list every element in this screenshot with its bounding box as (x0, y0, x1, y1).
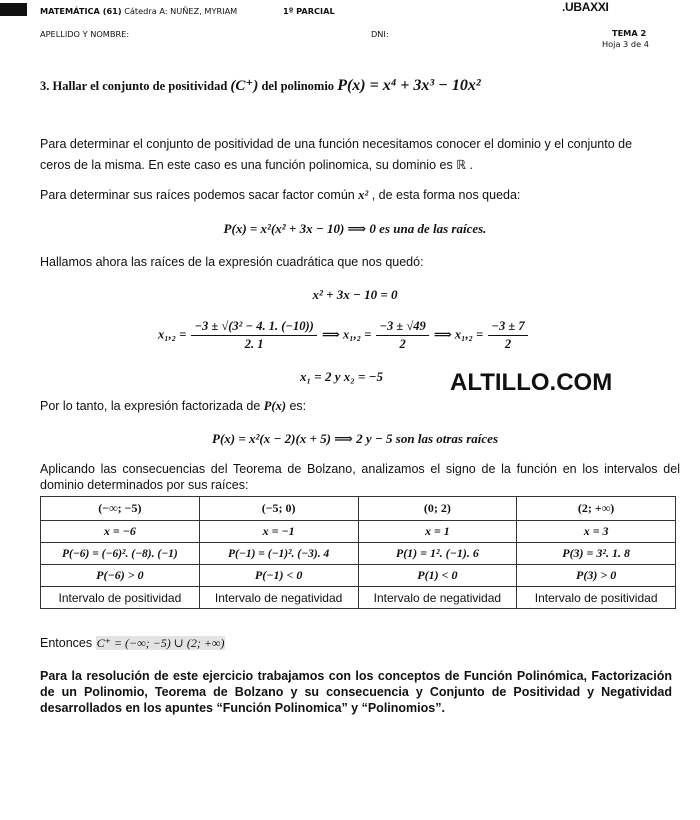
paragraph-common-factor: Para determinar sus raíces podemos sacar factor común x² , de esta forma nos queda: (40, 188, 521, 202)
table-row (41, 497, 676, 521)
page-number: Hoja 3 de 4 (602, 39, 649, 49)
table-cell: x = 1 (358, 521, 517, 543)
table-cell: P(3) > 0 (517, 565, 676, 587)
closing-note: Para la resolución de este ejercicio trabajamos con los conceptos de Función Polinómica, Factorización de un Polinomio, Teorema de Bolzano y su consecuencia y Conjunto de Positividad y Negatividad desarrollados en los apuntes “Función Polinomica” y “Polinomios”. (40, 669, 672, 715)
paragraph-factorized: Por lo tanto, la expresión factorizada de P(x) es: (40, 399, 307, 413)
logo: .UBAXXI (562, 0, 609, 14)
equation-factored: P(x) = x²(x² + 3x − 10) ⟹ 0 es una de las raíces. (223, 221, 487, 236)
table-cell: x = −1 (199, 521, 358, 543)
fraction-sqrt49: $\frac{-3 \pm √49}{2}$ (376, 319, 428, 352)
table-cell: (−∞; −5) (41, 497, 200, 521)
paragraph-domain: Para determinar el conjunto de positividad de una función necesitamos conocer el dominio y el conjunto de ceros de la misma. En este caso es una función polinomica, su dominio es ℝ . (40, 137, 633, 172)
header-black-bar (0, 3, 27, 16)
table-cell: P(3) = 3². 1. 8 (517, 543, 676, 565)
header-course: MATEMÁTICA (61) Cátedra A: NUÑEZ, MYRIAM (40, 6, 238, 16)
paragraph-quadratic: Hallamos ahora las raíces de la expresión cuadrática que nos quedó: (40, 255, 424, 269)
table-cell: P(−1) < 0 (199, 565, 358, 587)
roots-result: x₁ = 2 y x₂ = −5 (300, 369, 384, 384)
table-row (41, 587, 676, 609)
table-cell: (2; +∞) (517, 497, 676, 521)
sign-table (40, 496, 676, 609)
table-cell: x = −6 (41, 521, 200, 543)
paragraph-bolzano: Aplicando las consecuencias del Teorema de Bolzano, analizamos el signo de la función en los intervalos del dominio determinados por sus raíces: (40, 462, 680, 492)
watermark: ALTILLO.COM (450, 369, 613, 396)
table-cell: P(−6) > 0 (41, 565, 200, 587)
table-cell: P(−6) = (−6)². (−8). (−1) (41, 543, 200, 565)
table-cell: P(−1) = (−1)². (−3). 4 (199, 543, 358, 565)
conclusion-result: C⁺ = (−∞; −5) ∪ (2; +∞) (96, 636, 225, 650)
table-cell: x = 3 (517, 521, 676, 543)
table-row (41, 543, 676, 565)
table-cell: Intervalo de positividad (517, 587, 676, 609)
equation-quadratic: x² + 3x − 10 = 0 (312, 287, 398, 302)
dni-label: DNI: (371, 29, 389, 39)
table-cell: (0; 2) (358, 497, 517, 521)
quadratic-formula: x₁,₂ = $\frac{\text{−3 ± √(3² − 4. 1. (−10))}}{2. 1}$ ⟹ x₁,₂ = $\frac{-3 \pm √49}{2}$ ⟹ x₁,₂ = $\frac{-3 \pm 7}{2}$ (158, 319, 530, 352)
problem-statement: 3. Hallar el conjunto de positividad (C⁺) del polinomio P(x) = x⁴ + 3x³ − 10x² (40, 77, 481, 94)
table-cell: P(1) < 0 (358, 565, 517, 587)
fraction-formula: $\frac{\text{−3 ± √(3² − 4. 1. (−10))}}{2. 1}$ (191, 319, 316, 352)
equation-full-factorization: P(x) = x²(x − 2)(x + 5) ⟹ 2 y − 5 son las otras raíces (212, 431, 498, 446)
table-row (41, 521, 676, 543)
table-row (41, 565, 676, 587)
fraction-result: $\frac{-3 \pm 7}{2}$ (488, 319, 527, 352)
name-label: APELLIDO Y NOMBRE: (40, 29, 130, 39)
table-cell: Intervalo de negatividad (358, 587, 517, 609)
header-exam: 1º PARCIAL (283, 6, 335, 16)
table-cell: Intervalo de negatividad (199, 587, 358, 609)
table-cell: Intervalo de positividad (41, 587, 200, 609)
table-cell: (−5; 0) (199, 497, 358, 521)
tema-label: TEMA 2 (612, 28, 647, 38)
conclusion: Entonces C⁺ = (−∞; −5) ∪ (2; +∞) (40, 636, 225, 650)
table-cell: P(1) = 1². (−1). 6 (358, 543, 517, 565)
